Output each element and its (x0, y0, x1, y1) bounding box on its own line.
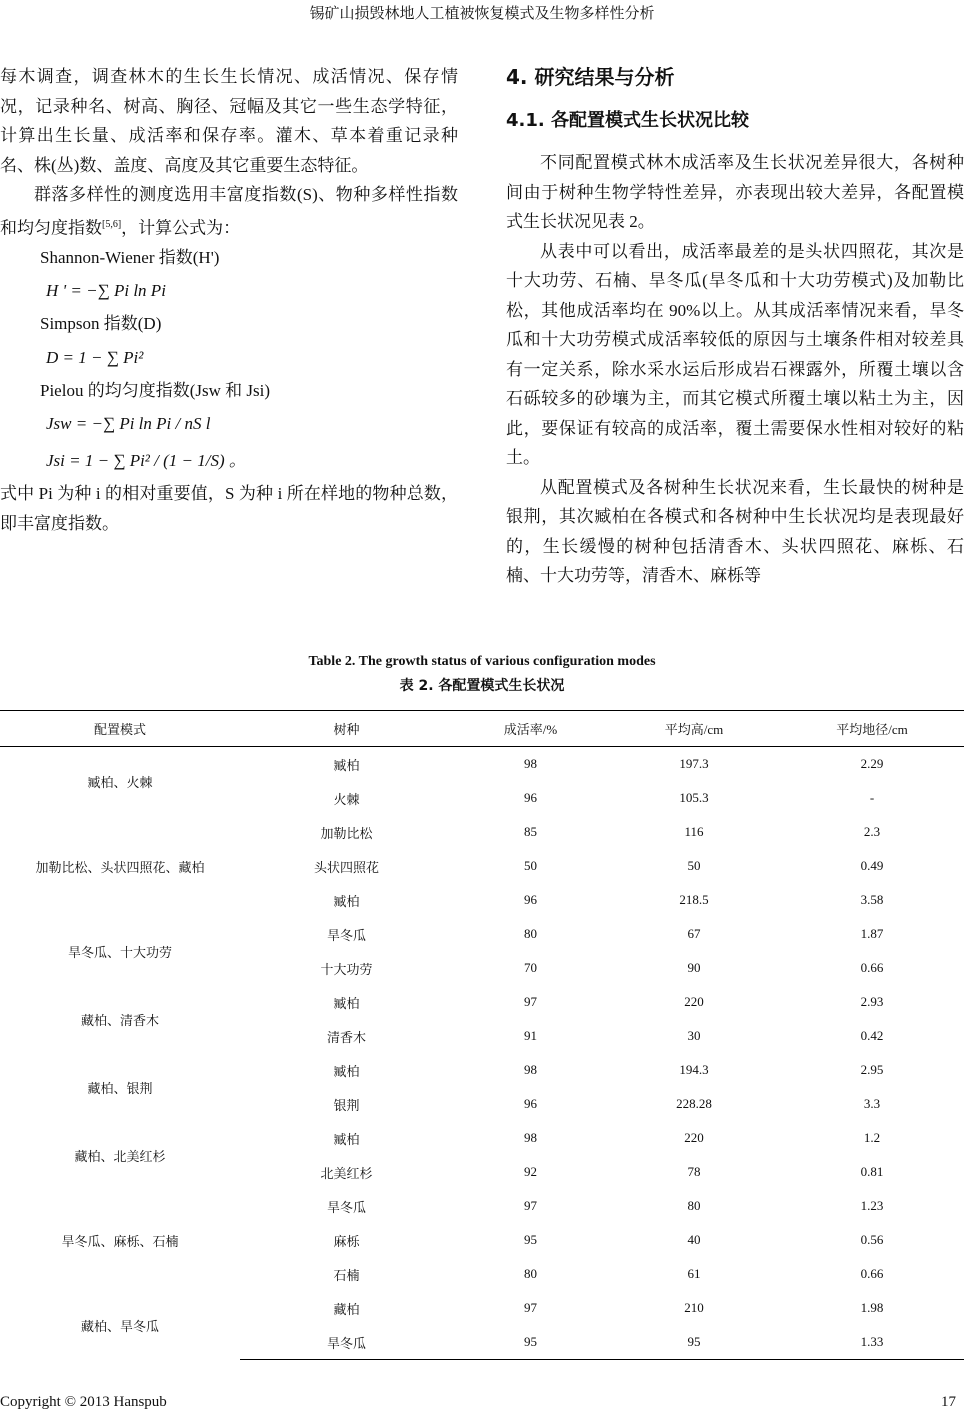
table-header-row (0, 711, 964, 747)
height-cell: 80 (687, 1198, 701, 1213)
height-cell: 228.28 (676, 1096, 712, 1111)
survival-cell: 85 (524, 824, 537, 839)
diameter-cell: 3.3 (863, 1096, 881, 1111)
species-cell: 臧柏 (333, 757, 360, 773)
diameter-cell: 2.3 (863, 824, 881, 839)
paragraph: 从表中可以看出，成活率最差的是头状四照花，其次是十大功劳、石楠、旱冬瓜(旱冬瓜和十大功劳模式)及加勒比松，其他成活率均在 90%以上。从其成活率情况来看，旱冬瓜和十大功劳模式成活率较低的原因与土壤条件相对较差具有一定关系，除水采水运后形成岩石裸露外，所覆土壤以含石砾较多的砂壤为主，而其它模式所覆土壤以粘土为主，因此，要保证有较高的成活率，覆土需要保水性相对较好的粘土。 (506, 241, 964, 467)
diameter-cell: 0.42 (860, 1028, 884, 1043)
table-row (0, 1121, 964, 1155)
diameter-cell: 0.56 (860, 1232, 884, 1247)
height-cell: 90 (687, 960, 701, 975)
jsi-formula: Jsi = 1 − ∑ Pi² / (1 − 1/S) 。 (46, 451, 246, 471)
mode-cell: 加勒比松、头状四照花、藏柏 (35, 859, 205, 875)
table-row (0, 1053, 964, 1087)
running-header: 锡矿山损毁林地人工植被恢复模式及生物多样性分析 (309, 6, 655, 22)
table-row (0, 815, 964, 849)
species-cell: 火棘 (333, 791, 360, 807)
right-column (506, 62, 964, 591)
subsection-heading: 4.1. 各配置模式生长状况比较 (506, 110, 749, 131)
mode-cell: 藏柏、北美红杉 (74, 1148, 166, 1164)
table-row (0, 985, 964, 1019)
survival-cell: 98 (524, 1062, 537, 1077)
paragraph: 不同配置模式林木成活率及生长状况差异很大，各树种间由于树种生物学特性差异，亦表现出较大差异，各配置模式生长状况见表 2。 (506, 153, 964, 231)
height-cell: 194.3 (679, 1062, 709, 1077)
species-cell: 清香木 (326, 1029, 366, 1045)
height-cell: 50 (687, 858, 701, 873)
paragraph (0, 180, 458, 243)
table-caption-zh: 表 2. 各配置模式生长状况 (399, 678, 565, 694)
survival-cell: 98 (524, 756, 537, 771)
species-cell: 臧柏 (333, 1131, 360, 1147)
paragraph: 从配置模式及各树种生长状况来看，生长最快的树种是银荆，其次臧柏在各模式和各树种中生长状况均是表现最好的，生长缓慢的树种包括清香木、头状四照花、麻栎、石楠、十大功劳等，清香木、麻栎等 (506, 477, 964, 585)
diameter-cell: 1.2 (863, 1130, 881, 1145)
mode-cell: 藏柏、银荆 (87, 1080, 153, 1096)
pielou-label: Pielou 的均匀度指数(Jsw 和 Jsi) (40, 380, 270, 400)
table-row (0, 1291, 964, 1325)
left-column (0, 62, 458, 538)
height-cell: 210 (684, 1300, 704, 1315)
height-cell: 218.5 (679, 892, 709, 907)
mode-cell: 旱冬瓜、麻栎、石楠 (61, 1233, 179, 1249)
diameter-cell: 2.93 (860, 994, 884, 1009)
height-cell: 220 (684, 1130, 704, 1145)
species-cell: 臧柏 (333, 995, 360, 1011)
diameter-cell: 1.33 (780, 1325, 964, 1360)
survival-cell: 97 (524, 1198, 537, 1213)
survival-cell: 96 (524, 892, 537, 907)
mode-cell: 藏柏、清香木 (80, 1012, 159, 1028)
survival-cell: 80 (524, 1266, 537, 1281)
diameter-cell: 1.23 (860, 1198, 884, 1213)
species-cell: 臧柏 (333, 893, 360, 909)
height-cell: 61 (687, 1266, 701, 1281)
survival-cell: 70 (524, 960, 537, 975)
paragraph: 式中 Pi 为种 i 的相对重要值，S 为种 i 所在样地的物种总数，即丰富度指数。 (0, 484, 458, 533)
simpson-label: Simpson 指数(D) (40, 314, 162, 334)
survival-cell: 80 (524, 926, 537, 941)
column-header: 配置模式 (0, 711, 240, 747)
height-cell: 220 (684, 994, 704, 1009)
species-cell: 旱冬瓜 (240, 1325, 453, 1360)
survival-cell: 50 (524, 858, 537, 873)
species-cell: 麻栎 (333, 1233, 360, 1249)
table-row (0, 917, 964, 951)
mode-cell: 藏柏、旱冬瓜 (80, 1318, 159, 1334)
column-header: 平均高/cm (608, 711, 780, 747)
column-header: 成活率/% (453, 711, 608, 747)
shannon-formula: H ' = −∑ Pi ln Pi (46, 281, 166, 301)
height-cell: 105.3 (679, 790, 709, 805)
diameter-cell: 0.81 (860, 1164, 884, 1179)
species-cell: 旱冬瓜 (326, 927, 366, 943)
diameter-cell: - (869, 790, 875, 805)
paragraph: 每木调查，调查林木的生长生长情况、成活情况、保存情况，记录种名、树高、胸径、冠幅及其它一些生态学特征，计算出生长量、成活率和保存率。灌木、草本着重记录种名、株(丛)数、盖度、高度及其它重要生态特征。 (0, 67, 458, 175)
diameter-cell: 1.87 (860, 926, 884, 941)
diameter-cell: 3.58 (860, 892, 884, 907)
species-cell: 旱冬瓜 (326, 1199, 366, 1215)
diameter-cell: 2.95 (860, 1062, 884, 1077)
diameter-cell: 1.98 (860, 1300, 884, 1315)
survival-cell: 91 (524, 1028, 537, 1043)
growth-status-table (0, 710, 964, 1360)
survival-cell: 95 (524, 1232, 537, 1247)
mode-cell: 旱冬瓜、十大功劳 (67, 944, 172, 960)
page-number: 17 (941, 1394, 956, 1410)
survival-cell: 97 (524, 994, 537, 1009)
height-cell: 78 (687, 1164, 701, 1179)
text: 群落多样性的测度选用丰富度指数(S)、物种多样性指数和均匀度指数 (0, 185, 458, 238)
citation[interactable]: [5,6] (102, 218, 122, 230)
species-cell: 十大功劳 (320, 961, 373, 977)
text: ，计算公式为： (121, 218, 241, 238)
column-header: 平均地径/cm (780, 711, 964, 747)
diameter-cell: 0.49 (860, 858, 884, 873)
diameter-cell: 0.66 (860, 1266, 884, 1281)
shannon-label: Shannon-Wiener 指数(H') (40, 247, 220, 267)
species-cell: 加勒比松 (320, 825, 373, 841)
simpson-formula: D = 1 − ∑ Pi² (46, 347, 144, 367)
survival-cell: 95 (453, 1325, 608, 1360)
species-cell: 臧柏 (333, 1063, 360, 1079)
height-cell: 67 (687, 926, 701, 941)
column-header: 树种 (240, 711, 453, 747)
table-body (0, 747, 964, 1360)
species-cell: 藏柏 (333, 1301, 360, 1317)
height-cell: 30 (687, 1028, 701, 1043)
survival-cell: 92 (524, 1164, 537, 1179)
height-cell: 40 (687, 1232, 701, 1247)
table-row (0, 1189, 964, 1223)
height-cell: 116 (684, 824, 704, 839)
survival-cell: 97 (524, 1300, 537, 1315)
diameter-cell: 2.29 (860, 756, 884, 771)
diameter-cell: 0.66 (860, 960, 884, 975)
table-caption-en: Table 2. The growth status of various configuration modes (308, 654, 656, 669)
height-cell: 95 (608, 1325, 780, 1360)
table-row (0, 747, 964, 782)
survival-cell: 96 (524, 790, 537, 805)
height-cell: 197.3 (679, 756, 709, 771)
species-cell: 银荆 (333, 1097, 360, 1113)
survival-cell: 98 (524, 1130, 537, 1145)
copyright: Copyright © 2013 Hanspub (0, 1394, 167, 1410)
mode-cell: 臧柏、火棘 (87, 774, 153, 790)
species-cell: 北美红杉 (320, 1165, 373, 1181)
species-cell: 石楠 (333, 1267, 360, 1283)
jsw-formula: Jsw = −∑ Pi ln Pi / nS l (46, 414, 211, 434)
section-heading: 4. 研究结果与分析 (506, 65, 675, 89)
species-cell: 头状四照花 (313, 859, 379, 875)
survival-cell: 96 (524, 1096, 537, 1111)
